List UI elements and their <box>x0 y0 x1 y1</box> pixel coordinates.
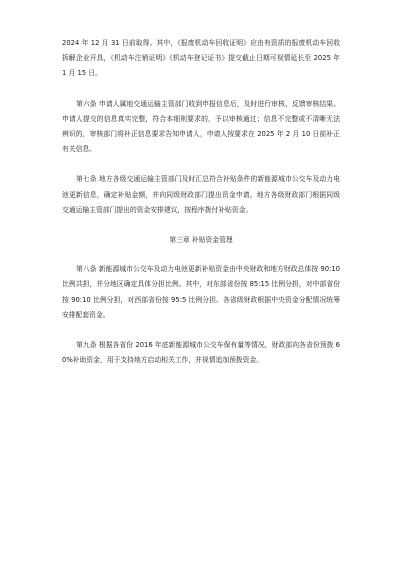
document-body <box>62 36 340 383</box>
article-9-paragraph: 第九条 根据各省份 2016 年底新能源城市公交车保有量等情况，财政部向各省份预拨 60%补助资金，用于支持地方启动相关工作，并视情追加预拨资金。 <box>62 341 340 365</box>
paragraph-continuation: 2024 年 12 月 31 日前取得。其中，《报废机动车回收证明》应由有资质的报废机动车回收拆解企业开具，《机动车注销证明》《机动车登记证书》提交截止日期可视情延长至 2025 年 1 月 15 日。 <box>62 39 340 78</box>
chapter-heading: 第三章 补贴资金管理 <box>169 236 233 245</box>
article-7-paragraph: 第七条 地方各级交通运输主管部门及时汇总符合补贴条件的新能源城市公交车及动力电池更新信息，确定补贴金额，并向同级财政部门提出资金申请。地方各级财政部门根据同级交通运输主管部门提出的资金安排建议，按程序拨付补贴资金。 <box>62 175 340 214</box>
article-8-paragraph: 第八条 新能源城市公交车及动力电池更新补贴资金由中央财政和地方财政总体按 90:10 比例共担，并分地区确定具体分担比例。其中，对东部省份按 85:15 比例分担，对中部省份按 90:10 比例分担，对西部省份按 95:5 比例分担。各省级财政根据中央资金分配情况统筹安排配套资金。 <box>62 265 340 319</box>
article-6-paragraph: 第六条 申请人属地交通运输主管部门收到申报信息后，及时进行审核、反馈审核结果。申请人提交的信息真实完整，符合本细则要求的，予以审核通过；信息不完整或不清晰无法辨识的，审核部门将补正信息要求告知申请人，申请人按要求在 2025 年 2 月 10 日前补正有关信息。 <box>62 99 340 154</box>
